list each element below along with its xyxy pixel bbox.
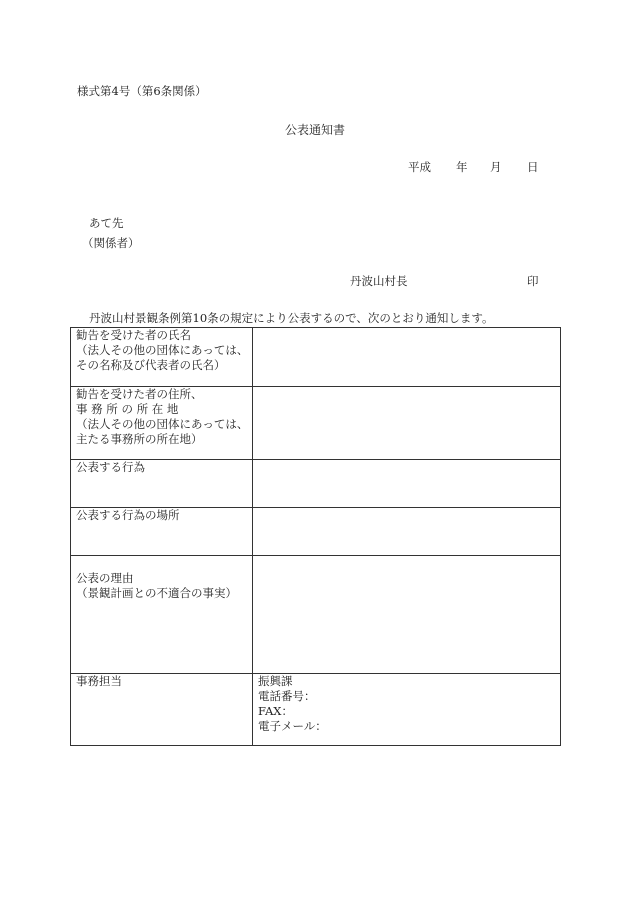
notice-table	[70, 327, 561, 746]
label-cell	[71, 556, 253, 674]
form-number: 様式第4号（第6条関係）	[77, 84, 207, 98]
date-era: 平成	[408, 160, 431, 174]
label-line: その名称及び代表者の氏名）	[76, 358, 226, 372]
label-line: （法人その他の団体にあっては、	[76, 343, 249, 357]
table-row	[71, 674, 561, 746]
contact-department: 振興課	[258, 674, 293, 688]
label-line: （景観計画との不適合の事実）	[76, 586, 237, 600]
intro-text: 丹波山村景観条例第10条の規定により公表するので、次のとおり通知します。	[89, 311, 494, 325]
value-cell[interactable]	[253, 556, 561, 674]
date-month: 月	[490, 160, 502, 174]
label-line: 事 務 所 の 所 在 地	[76, 402, 179, 416]
label-line: 主たる事務所の所在地）	[76, 432, 203, 446]
label-line: 勧告を受けた者の氏名	[76, 328, 191, 342]
table-row	[71, 460, 561, 508]
contact-phone: 電話番号：	[258, 689, 316, 703]
value-cell[interactable]	[253, 387, 561, 460]
label-cell	[71, 674, 253, 746]
seal-mark: 印	[527, 274, 539, 288]
value-cell[interactable]	[253, 508, 561, 556]
contact-cell	[253, 674, 561, 746]
date-day: 日	[527, 160, 539, 174]
label-line: 公表の理由	[76, 571, 134, 585]
table-row	[71, 328, 561, 387]
table-row	[71, 508, 561, 556]
sender-name: 丹波山村長	[350, 274, 408, 288]
label-cell	[71, 328, 253, 387]
table-row	[71, 556, 561, 674]
label-line: 勧告を受けた者の住所、	[76, 387, 203, 401]
document-title: 公表通知書	[284, 123, 345, 137]
contact-email: 電子メール：	[258, 719, 327, 733]
label-line: （法人その他の団体にあっては、	[76, 417, 249, 431]
recipient-note: （関係者）	[82, 236, 140, 250]
contact-fax: FAX：	[258, 704, 293, 718]
label-cell	[71, 508, 253, 556]
label-line: 公表する行為の場所	[76, 508, 180, 522]
value-cell[interactable]	[253, 460, 561, 508]
value-cell[interactable]	[253, 328, 561, 387]
label-cell	[71, 387, 253, 460]
recipient-label: あて先	[89, 216, 124, 230]
date-year: 年	[456, 160, 468, 174]
label-line: 公表する行為	[76, 460, 145, 474]
label-cell	[71, 460, 253, 508]
label-line: 事務担当	[76, 674, 122, 688]
table-row	[71, 387, 561, 460]
